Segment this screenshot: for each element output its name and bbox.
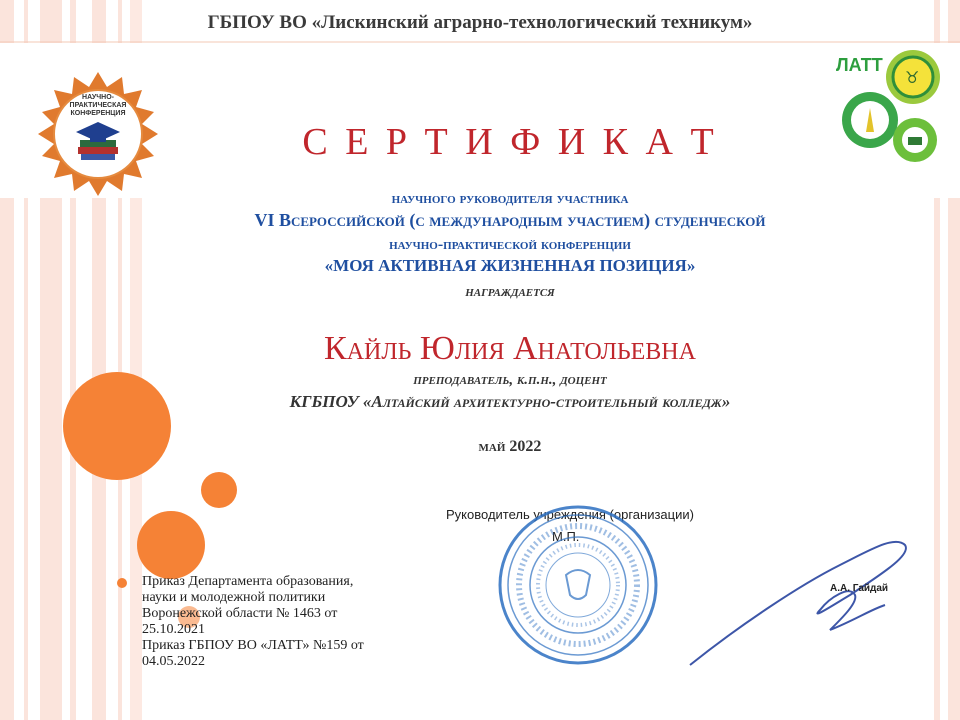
latt-logo-text: ЛАТТ: [836, 55, 883, 75]
signature-block: [440, 495, 920, 680]
stamp-place: М.П.: [552, 529, 580, 544]
order-line: 04.05.2022: [142, 654, 205, 669]
certificate-date: май 2022: [478, 438, 542, 455]
signature-label: Руководитель учреждения (организации): [446, 507, 694, 522]
supervisor-line: научного руководителя участника: [391, 190, 629, 207]
conference-edition-line: VI Всероссийской (с международным участием) студенческой: [254, 210, 766, 230]
logo-text-line: КОНФЕРЕНЦИЯ: [70, 110, 126, 117]
order-line: науки и молодежной политики: [142, 590, 326, 605]
signature-scribble: [680, 525, 920, 675]
recipient-organization: КГБПОУ «Алтайский архитектурно-строительный колледж»: [289, 392, 731, 411]
sunburst-icon: [28, 72, 168, 197]
order-line: Приказ ГБПОУ ВО «ЛАТТ» №159 от: [142, 638, 364, 653]
signer-name: А.А. Гайдай: [830, 583, 889, 594]
stamp-icon: [488, 495, 668, 675]
orders-block: [142, 574, 442, 670]
awarded-label: награждается: [465, 283, 555, 300]
institution-header: ГБПОУ ВО «Лискинский аграрно-технологический техникум»: [207, 12, 753, 33]
logo-left-text: [68, 94, 128, 118]
latt-logo: [830, 45, 942, 167]
conference-name: «МОЯ АКТИВНАЯ ЖИЗНЕННАЯ ПОЗИЦИЯ»: [324, 256, 696, 275]
decor-circle-small: [201, 472, 237, 508]
svg-text:♉: ♉: [905, 68, 920, 87]
recipient-name: Кайль Юлия Анатольевна: [324, 330, 696, 367]
recipient-position: преподаватель, к.п.н., доцент: [413, 372, 607, 388]
order-line: Приказ Департамента образования,: [142, 574, 354, 589]
order-line: Воронежской области № 1463 от: [142, 606, 338, 621]
logo-text-line: ПРАКТИЧЕСКАЯ: [69, 102, 127, 109]
decor-circle-tiny: [117, 578, 127, 588]
decor-circle-medium: [137, 511, 205, 579]
logo-text-line: НАУЧНО-: [82, 94, 114, 101]
order-line: 25.10.2021: [142, 622, 205, 637]
conference-type-line: научно-практической конференции: [389, 236, 631, 253]
certificate-title: С Е Р Т И Ф И К А Т: [302, 121, 718, 163]
conference-logo: [28, 72, 168, 197]
decor-circle-large: [63, 372, 171, 480]
